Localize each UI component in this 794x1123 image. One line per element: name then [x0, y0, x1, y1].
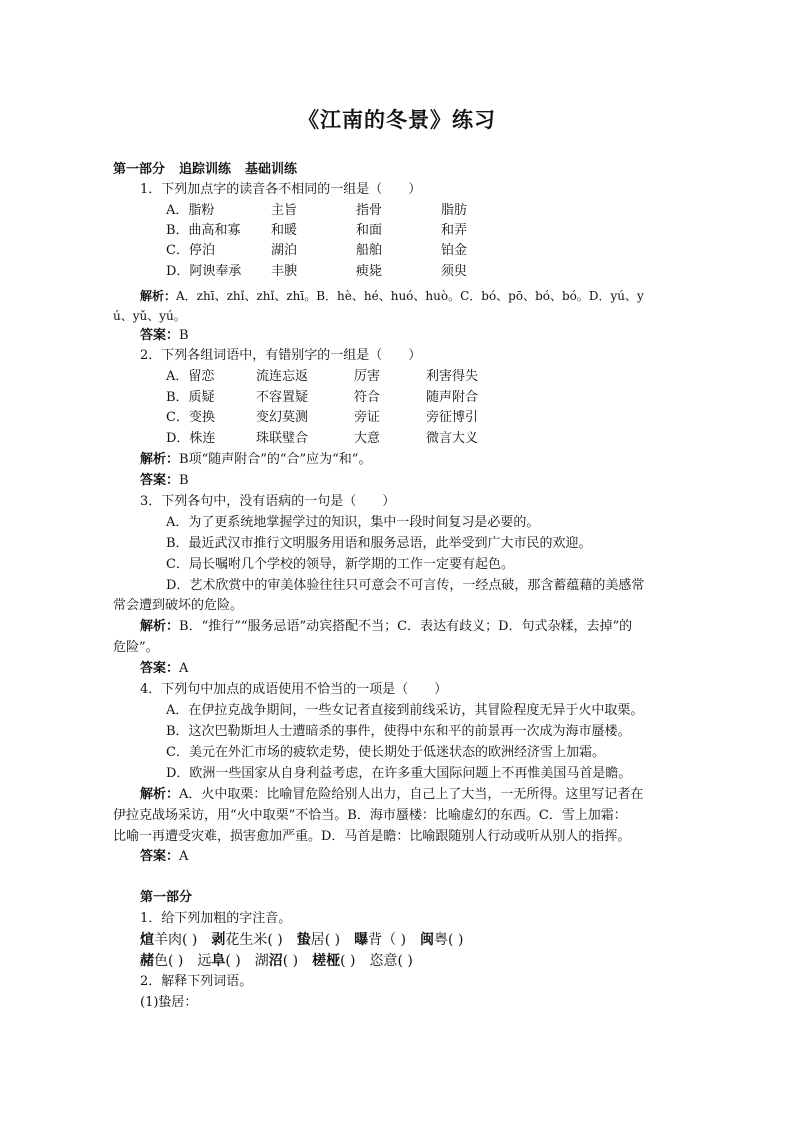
- q4-analysis: [140, 785, 643, 805]
- pinyin-row-1: [140, 930, 463, 950]
- q2-a-3: 厉害: [354, 369, 381, 384]
- q4-analysis-text-3: 比喻一再遭受灾难，损害愈加严重。D．马首是瞻：比喻跟随别人行动或听从别人的指挥。: [113, 829, 631, 844]
- q2-analysis: [140, 450, 371, 470]
- q3-analysis-text-2: 危险”。: [113, 640, 159, 655]
- q3-answer-label: 答案：: [140, 661, 180, 676]
- pinyin-item-10: 恣意( ): [369, 953, 413, 969]
- q3-analysis-label: 解析：: [140, 619, 180, 634]
- q4-answer-value: A: [179, 849, 189, 864]
- q2-stem: 2．下列各组词语中，有错别字的一组是（ ）: [140, 348, 422, 363]
- q1-analysis: [140, 286, 644, 306]
- q2-b-1: B．质疑: [166, 390, 215, 405]
- q2-c-2: 变幻莫测: [256, 410, 309, 425]
- q2-c-4: 旁征博引: [426, 410, 479, 425]
- pinyin-item-7: 远阜( ): [197, 953, 241, 969]
- q1-analysis-text-2: ú、yǔ、yú。: [113, 309, 186, 323]
- q1-d-2: 丰腴: [271, 264, 298, 279]
- q2-analysis-text: B项“随声附合”的“合”应为“和”。: [179, 452, 372, 467]
- q1-c-3: 船舶: [356, 243, 383, 258]
- q4-analysis-text-1: A．火中取栗：比喻冒危险给别人出力，自己上了大当，一无所得。这里写记者在: [179, 787, 644, 802]
- q4-option-a: A．在伊拉克战争期间，一些女记者直接到前线采访，其冒险程度无异于火中取栗。: [166, 703, 644, 718]
- page-title: 《江南的冬景》练习: [298, 107, 496, 132]
- q3-option-d: D．艺术欣赏中的审美体验往往只可意会不可言传，一经点破，那含蓄蕴藉的美感常: [166, 578, 645, 593]
- q1-d-3: 瘐毙: [356, 264, 383, 279]
- q4-analysis-label: 解析：: [140, 787, 180, 802]
- q2-a-1: A．留恋: [166, 369, 215, 384]
- q2-row-b: [166, 388, 478, 408]
- q1-b-2: 和暖: [271, 223, 298, 238]
- q3-option-c: C．局长嘱咐几个学校的领导，新学期的工作一定要有起色。: [166, 557, 514, 572]
- q2-c-1: C．变换: [166, 410, 215, 425]
- pinyin-item-2: 剥花生米( ): [211, 932, 283, 948]
- part2-heading: 第一部分: [140, 890, 193, 905]
- q1-a-4: 脂肪: [441, 203, 468, 218]
- q1-b-1: B．曲高和寡: [166, 223, 241, 238]
- q2-analysis-label: 解析：: [140, 452, 180, 467]
- q1-stem: 1．下列加点字的读音各不相同的一组是（ ）: [140, 182, 422, 197]
- q1-a-2: 主旨: [271, 203, 298, 218]
- part1-heading-c: 基础训练: [245, 162, 298, 177]
- q1-a-3: 指骨: [356, 203, 383, 218]
- q2-d-3: 大意: [354, 431, 381, 446]
- q4-option-d: D．欧洲一些国家从自身利益考虑，在许多重大国际问题上不再惟美国马首是瞻。: [166, 766, 632, 781]
- pinyin-item-8: 湖沼( ): [254, 953, 299, 969]
- pinyin-item-6: 赭色( ): [140, 953, 184, 969]
- q1-d-4: 须臾: [441, 264, 468, 279]
- q1-answer: [140, 326, 189, 346]
- q3-option-d-cont: 常会遭到破坏的危险。: [113, 598, 244, 613]
- q2-row-d: [166, 429, 478, 449]
- pinyin-item-3: 蛰居( ): [296, 932, 341, 948]
- pinyin-item-4: 曝背（ ): [354, 932, 407, 948]
- part1-heading: [113, 160, 297, 180]
- q3-answer-value: A: [179, 661, 189, 676]
- q1-row-d: [166, 262, 467, 282]
- q1-row-a: [166, 201, 467, 221]
- pinyin-item-9: 槎桠( ): [312, 953, 356, 969]
- part2-q1-stem: 1．给下列加粗的字注音。: [140, 911, 292, 926]
- q1-analysis-text-1: A．zhī、zhǐ、zhǐ、zhī。B．hè、hé、huó、huò。C．bó、pō、bó、bó。D．yú、y: [176, 289, 644, 303]
- q2-row-c: [166, 408, 478, 428]
- q1-b-3: 和面: [356, 223, 383, 238]
- part2-q2-item-1: (1)蛰居：: [140, 995, 198, 1010]
- q2-d-1: D．株连: [166, 431, 216, 446]
- q3-analysis-text-1: B．“推行”“服务忌语”动宾搭配不当；C．表达有歧义；D．句式杂糅，去掉“的: [179, 619, 633, 634]
- part2-q2-stem: 2．解释下列词语。: [140, 974, 253, 989]
- q2-answer-label: 答案：: [140, 473, 180, 488]
- q2-b-3: 符合: [354, 390, 381, 405]
- part1-heading-a: 第一部分: [113, 162, 166, 177]
- q1-answer-label: 答案：: [140, 328, 180, 343]
- q2-b-4: 随声附合: [426, 390, 479, 405]
- q1-row-c: [166, 241, 467, 261]
- q4-answer-label: 答案：: [140, 849, 180, 864]
- q4-answer: [140, 847, 188, 867]
- pinyin-item-1: 煊羊肉( ): [140, 932, 198, 948]
- q1-d-1: D．阿谀奉承: [166, 264, 242, 279]
- q3-analysis: [140, 617, 632, 637]
- q3-answer: [140, 659, 188, 679]
- q3-stem: 3．下列各句中，没有语病的一句是（ ）: [140, 494, 396, 509]
- pinyin-row-2: [140, 951, 413, 971]
- q4-stem: 4．下列句中加点的成语使用不恰当的一项是（ ）: [140, 682, 448, 697]
- q4-option-c: C．美元在外汇市场的疲软走势，使长期处于低迷状态的欧洲经济雪上加霜。: [166, 745, 605, 760]
- q2-row-a: [166, 367, 478, 387]
- part1-heading-b: 追踪训练: [179, 162, 232, 177]
- q3-option-a: A．为了更系统地掌握学过的知识，集中一段时间复习是必要的。: [166, 515, 540, 530]
- q2-d-2: 珠联璧合: [256, 431, 309, 446]
- q4-analysis-text-2: 伊拉克战场采访，用“火中取栗”不恰当。B．海市蜃楼：比喻虚幻的东西。C．雪上加霜：: [113, 808, 627, 823]
- q2-a-4: 利害得失: [426, 369, 479, 384]
- q2-b-2: 不容置疑: [256, 390, 309, 405]
- q3-option-b: B．最近武汉市推行文明服务用语和服务忌语，此举受到广大市民的欢迎。: [166, 536, 592, 551]
- q1-c-1: C．停泊: [166, 243, 215, 258]
- q1-c-2: 湖泊: [271, 243, 298, 258]
- q1-a-1: A．脂粉: [166, 203, 215, 218]
- q4-option-b: B．这次巴勒斯坦人士遭暗杀的事件，使得中东和平的前景再一次成为海市蜃楼。: [166, 724, 631, 739]
- q1-analysis-label: 解析：: [140, 289, 177, 303]
- pinyin-item-5: 闽粤( ): [420, 932, 464, 948]
- q2-d-4: 微言大义: [426, 431, 479, 446]
- q2-answer-value: B: [179, 473, 189, 488]
- q1-c-4: 铂金: [441, 243, 468, 258]
- q2-answer: [140, 471, 189, 491]
- q1-answer-value: B: [179, 328, 189, 343]
- q2-a-2: 流连忘返: [256, 369, 309, 384]
- q2-c-3: 旁证: [354, 410, 381, 425]
- q1-row-b: [166, 221, 467, 241]
- q1-b-4: 和弄: [441, 223, 468, 238]
